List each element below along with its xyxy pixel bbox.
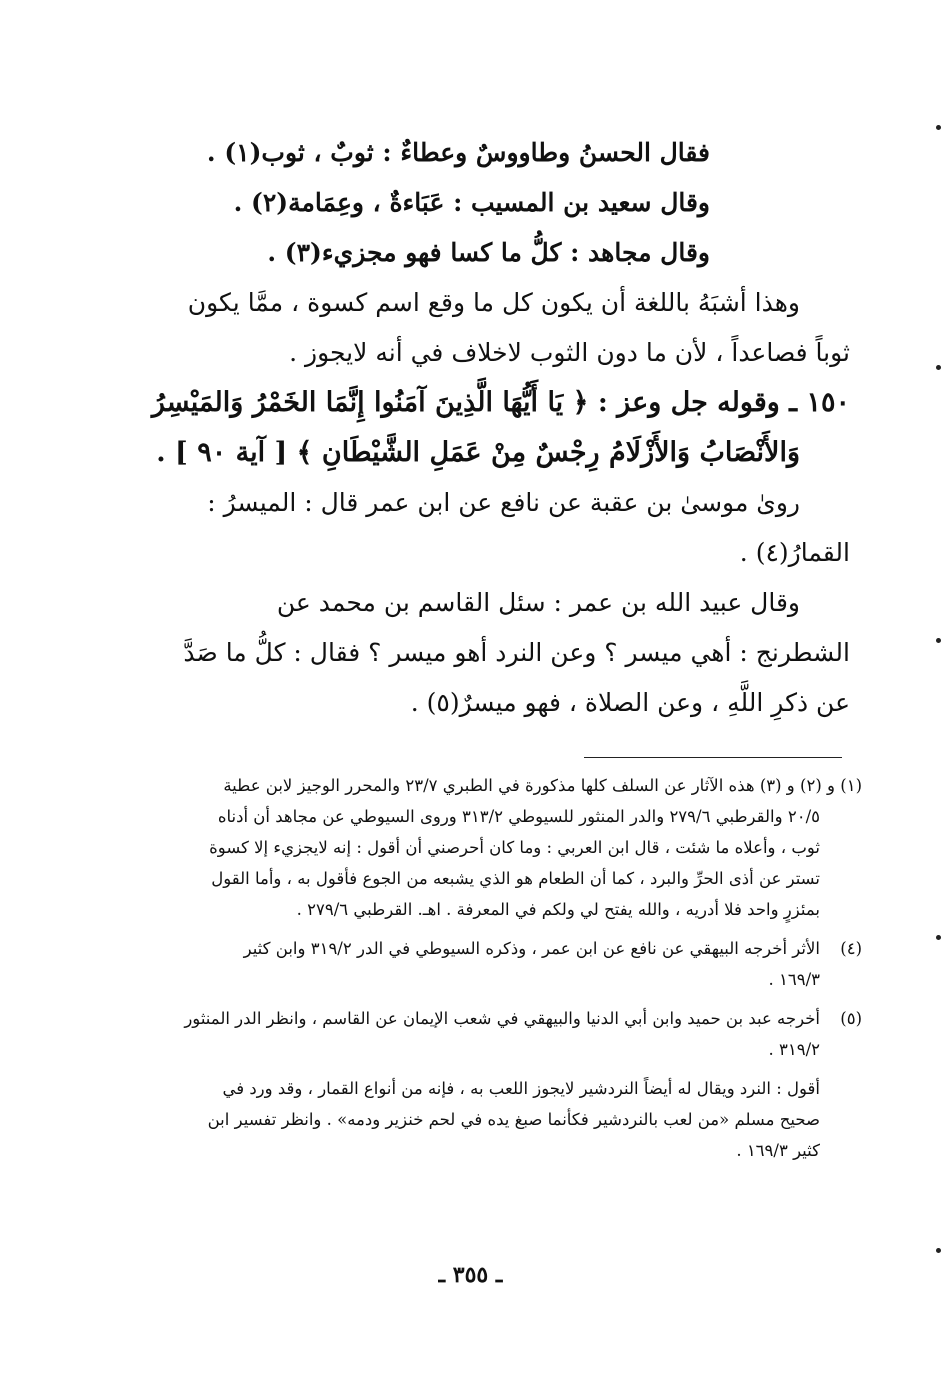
footnote-line: ٣١٩/٢ . (768, 1040, 820, 1059)
scan-mark (936, 638, 941, 643)
footnote-line (110, 770, 862, 801)
footnote-1-3 (110, 770, 862, 925)
page-number: ـ ٣٥٥ ـ (438, 1262, 503, 1288)
main-line-8: روىٰ موسىٰ بن عقبة عن نافع عن ابن عمر قال : الميسرُ : (207, 488, 800, 517)
footnote-line: ٢٠/٥ والقرطبي ٢٧٩/٦ والدر المنثور للسيوطي ٣١٣/٢ وروى السيوطي عن مجاهد أن أدناه (217, 807, 820, 826)
main-line-1: فقال الحسنُ وطاووسٌ وعطاءٌ : ثوبٌ ، ثوب(١) . (206, 138, 710, 167)
footnote-line: أقول : النرد ويقال له أيضاً النردشير لايجوز اللعب به ، فإنه من أنواع القمار ، وقد ورد في (222, 1079, 820, 1098)
footnote-text: أخرجه عبد بن حميد وابن أبي الدنيا والبيهقي في شعب الإيمان عن القاسم ، وانظر الدر المنثور (184, 1009, 820, 1028)
main-line-5: ثوباً فصاعداً ، لأن ما دون الثوب لاخلاف في أنه لايجوز . (289, 338, 850, 367)
footnote-text: الأثر أخرجه البيهقي عن نافع عن ابن عمر ، وذكره السيوطي في الدر ٣١٩/٢ وابن كثير (243, 939, 820, 958)
scan-mark (936, 365, 941, 370)
main-line-7-verse: وَالأَنْصَابُ وَالأَزْلَامُ رِجْسٌ مِنْ عَمَلِ الشَّيْطَانِ ﴾ [ آية ٩٠ ] . (156, 437, 800, 468)
footnote-line: بمئزرٍ واحد فلا أدريه ، والله يفتح لي ولكم في المعرفة . اهـ. القرطبي ٢٧٩/٦ . (296, 900, 820, 919)
footnote-number: (١) و (٢) و (٣) (759, 776, 862, 795)
footnote-separator (584, 757, 842, 758)
scan-mark (936, 125, 941, 130)
main-line-12: عن ذكرِ اللَّهِ ، وعن الصلاة ، فهو ميسرٌ(٥) . (410, 688, 850, 717)
footnote-number: (٥) (840, 1009, 862, 1028)
main-line-10: وقال عبيد الله بن عمر : سئل القاسم بن محمد عن (276, 588, 800, 617)
footnote-number: (٤) (840, 939, 862, 958)
footnote-line (110, 1003, 862, 1034)
footnote-comment (110, 1073, 862, 1166)
main-line-9: القمارُ(٤) . (739, 538, 850, 567)
main-line-4: وهذا أشبَهُ باللغة أن يكون كل ما وقع اسم كسوة ، ممَّا يكون (187, 288, 800, 317)
main-line-3: وقال مجاهد : كلُّ ما كسا فهو مجزيء(٣) . (267, 238, 710, 267)
footnote-5 (110, 1003, 862, 1065)
footnote-line: ١٦٩/٣ . (768, 970, 820, 989)
footnotes (110, 770, 862, 1166)
footnote-line: كثير ١٦٩/٣ . (736, 1141, 820, 1160)
footnote-text: هذه الآثار عن السلف كلها مذكورة في الطبري ٢٣/٧ والمحرر الوجيز لابن عطية (223, 776, 755, 795)
main-text (110, 128, 850, 728)
footnote-line: تستر عن أذى الحرِّ والبرد ، كما أن الطعام هو الذي يشبعه من الجوع فأقول به ، وأما القول (211, 869, 820, 888)
footnote-4 (110, 933, 862, 995)
scan-mark (936, 935, 941, 940)
main-line-6-verse: ١٥٠ ـ وقوله جل وعز : ﴿ يَا أَيُّهَا الَّذِينَ آمَنُوا إِنَّمَا الخَمْرُ وَالمَيْسِرُ (151, 387, 850, 418)
footnote-line (110, 933, 862, 964)
scan-mark (936, 1248, 941, 1253)
footnote-line: ثوب ، وأعلاه ما شئت ، قال ابن العربي : وما كان أحرصني أن أقول : إنه لايجزيء إلا كسوة (209, 838, 820, 857)
main-line-11: الشطرنج : أهي ميسر ؟ وعن النرد أهو ميسر ؟ فقال : كلُّ ما صَدَّ (183, 638, 850, 667)
footnote-line: صحيح مسلم «من لعب بالنردشير فكأنما صبغ يده في لحم خنزير ودمه» . وانظر تفسير ابن (207, 1110, 820, 1129)
main-line-2: وقال سعيد بن المسيب : عَبَاءةٌ ، وعِمَامة(٢) . (233, 188, 710, 217)
